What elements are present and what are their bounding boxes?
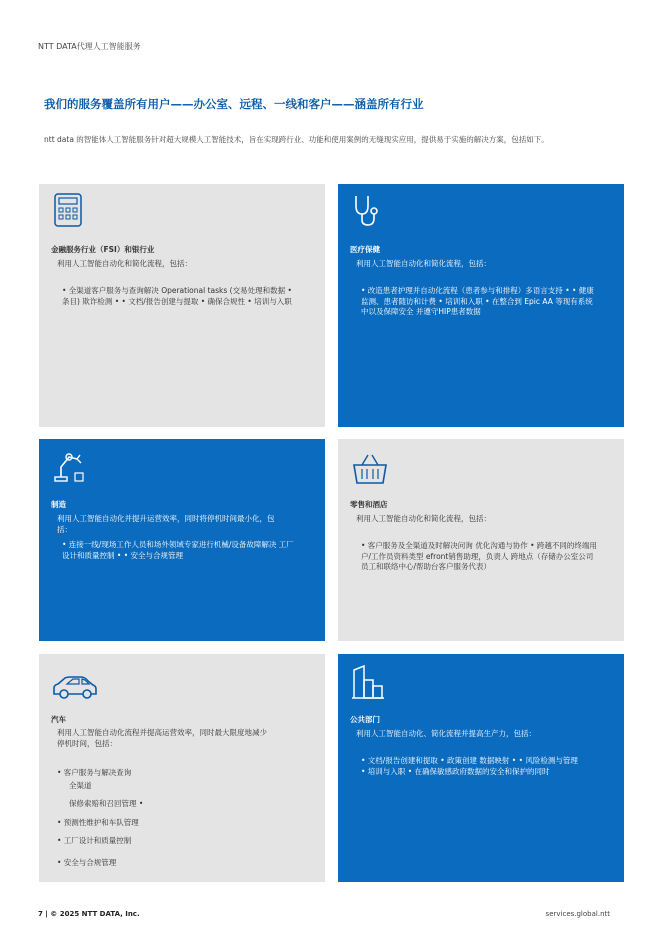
card-body: • 文档/报告创建和提取 • 政策创建 数据映射 • • 风险检测与管理 • 培训与入职 • 在确保敏感政府数据的安全和保护的同时 <box>361 756 578 776</box>
document-header: NTT DATA代理人工智能服务 <box>38 42 141 51</box>
buildings-icon <box>350 664 386 700</box>
card-public-sector <box>338 654 624 882</box>
list-item: • 预测性维护和车队管理 <box>57 818 139 827</box>
card-body: • 连接一线/现场工作人员和场外领域专家进行机械/设备故障解决 工厂设计和质量控制 • • 安全与合规管理 <box>62 540 294 560</box>
page-footer-copyright: 7 | © 2025 NTT DATA, Inc. <box>38 910 140 918</box>
card-body: • 全渠道客户服务与查询解决 Operational tasks (交易处理和数据 • 条目) 欺诈检测 • • 文档/报告创建与提取 • 确保合规性 • 培训与入职 <box>62 286 292 306</box>
card-body: • 客户服务及全渠道及时解决问询 优化沟通与协作 • 跨越不同的终端用户/工作员资料类型 efront销售助理，负责人 跨地点（存储办公室公司员工和联络中心/帮助台客户服务代表） <box>361 541 597 571</box>
footer-url[interactable]: services.global.ntt <box>545 910 610 918</box>
card-subtitle: 利用人工智能自动化流程并提高运营效率，同时最大限度地减少停机时间，包括： <box>57 728 267 748</box>
card-title: 医疗保健 <box>350 245 380 254</box>
card-subtitle: 利用人工智能自动化和简化流程，包括： <box>356 514 491 523</box>
card-body: • 改造患者护理并自动化流程（患者参与和排程）多语言支持 • • 健康监测、患者随访和计费 • 培训和入职 • 在整合到 Epic AA 等现有系统中以及保障安全 并遵守HIP患者数据 <box>361 286 594 316</box>
list-item: • 客户服务与解决查询 <box>57 768 132 777</box>
card-finance <box>39 184 325 427</box>
card-title: 公共部门 <box>350 715 380 724</box>
card-title: 零售和酒店 <box>350 500 388 509</box>
intro-paragraph: ntt data 的智能体人工智能服务针对超大规模人工智能技术，旨在实现跨行业、功能和使用案例的无缝现实应用，提供易于实施的解决方案，包括如下。 <box>44 135 549 144</box>
list-item: • 工厂设计和质量控制 <box>57 836 132 845</box>
card-manufacturing <box>39 439 325 641</box>
card-subtitle: 利用人工智能自动化和简化流程，包括： <box>57 259 192 268</box>
card-subtitle: 利用人工智能自动化并提升运营效率，同时将停机时间最小化，包括： <box>57 514 275 534</box>
card-automotive <box>39 654 325 882</box>
list-item: 保修索赔和召回管理 • <box>69 799 144 808</box>
card-title: 金融服务行业（FSI）和银行业 <box>51 245 155 254</box>
basket-icon <box>350 451 390 487</box>
card-title: 制造 <box>51 500 66 509</box>
calculator-icon <box>51 192 87 228</box>
list-item: 全渠道 <box>69 781 92 790</box>
page-title: 我们的服务覆盖所有用户——办公室、远程、一线和客户——涵盖所有行业 <box>44 97 424 111</box>
card-subtitle: 利用人工智能自动化和简化流程，包括： <box>356 259 491 268</box>
card-subtitle: 利用人工智能自动化、简化流程并提高生产力，包括： <box>356 729 536 738</box>
list-item: • 安全与合规管理 <box>57 858 117 867</box>
card-title: 汽车 <box>51 715 66 724</box>
robot-arm-icon <box>51 447 87 483</box>
card-healthcare <box>338 184 624 427</box>
car-icon <box>51 668 99 704</box>
card-retail <box>338 439 624 641</box>
stethoscope-icon <box>350 192 386 228</box>
